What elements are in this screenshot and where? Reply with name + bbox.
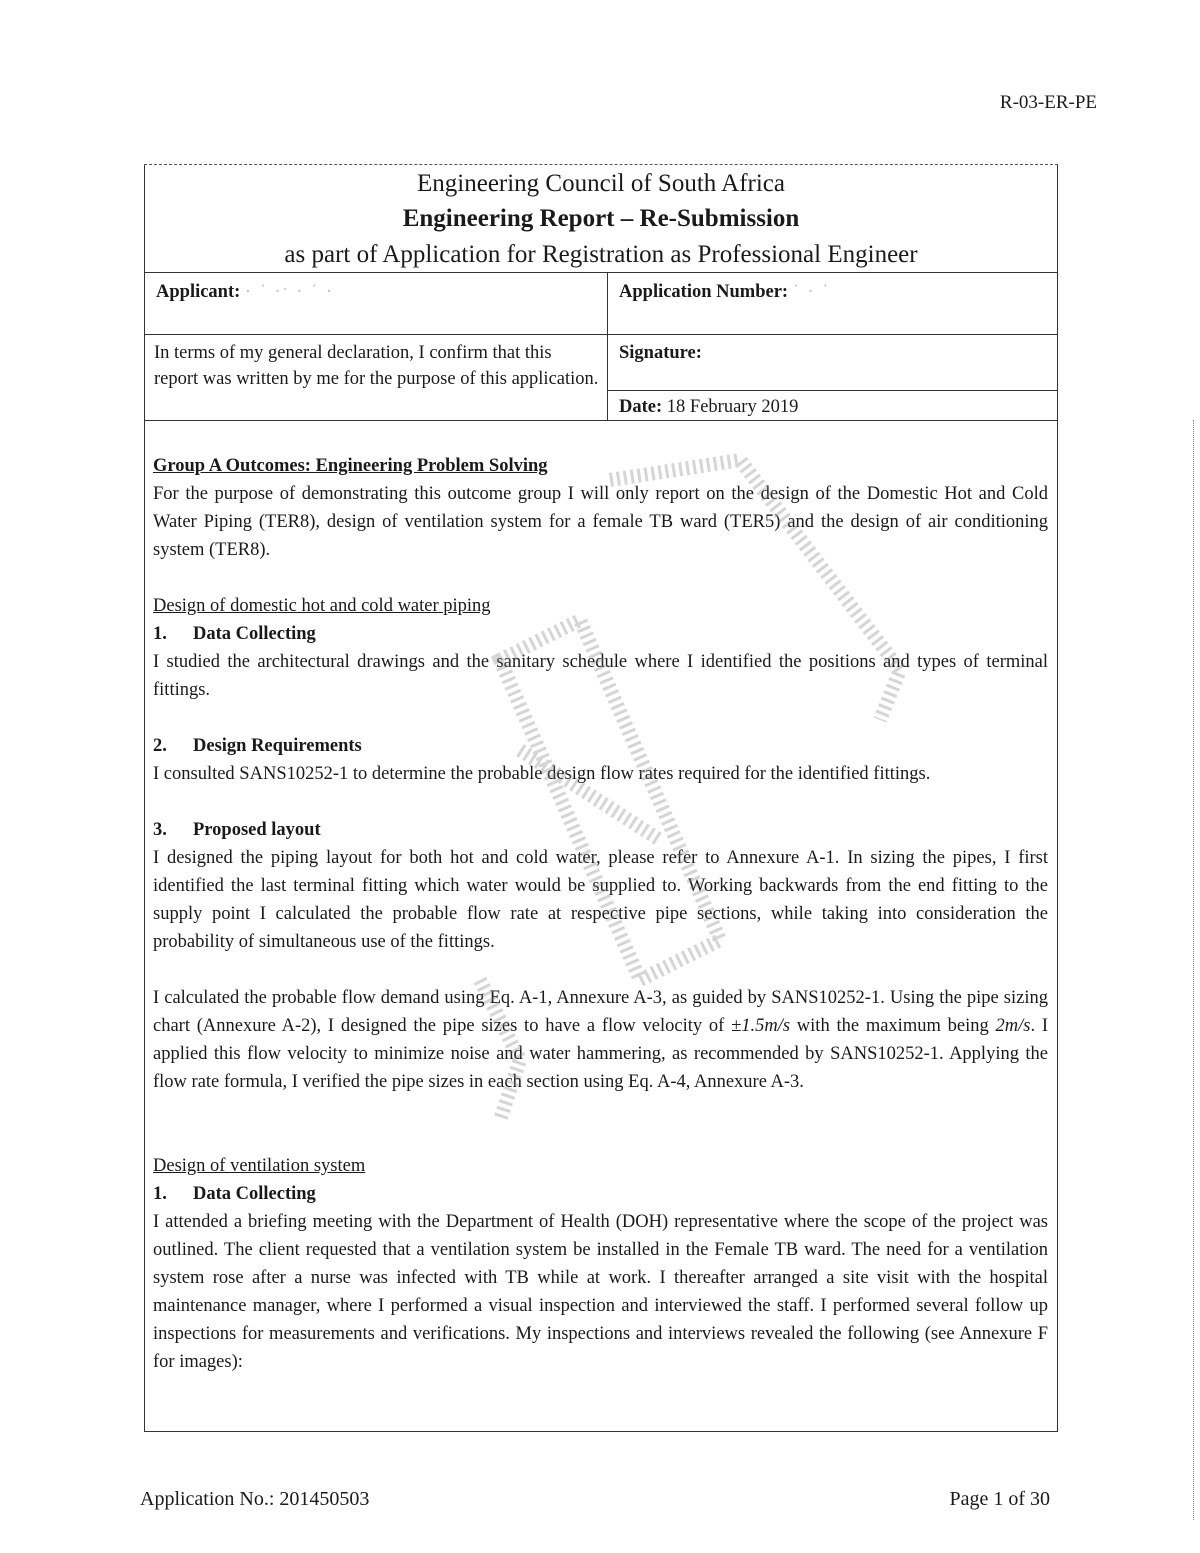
item-heading: Data Collecting	[193, 624, 316, 644]
report-title: Engineering Report – Re-Submission	[402, 205, 800, 232]
piping-item-heading	[153, 620, 1048, 648]
vent-item-text: I attended a briefing meeting with the Department of Health (DOH) representative where the scope of the project was outlined. The client requested that a ventilation system be installed in the Female TB ward. The need for a ventilation system rose after a nurse was infected with TB while at work. I thereafter arranged a site visit with the hospital maintenance manager, where I performed a visual inspection and interviewed the staff. I performed several follow up inspections for measurements and verifications. My inspections and interviews revealed the following (see Annexure F for images):	[153, 1212, 1048, 1372]
spacer	[153, 1096, 1048, 1152]
group-a-title: Group A Outcomes: Engineering Problem Solving	[153, 456, 548, 476]
applicant-redacted: · ˙ ·ˑ · ˙ ·	[244, 282, 335, 302]
scan-edge-marks	[1193, 420, 1200, 1520]
max-velocity-value: 2m/s	[995, 1016, 1031, 1036]
group-a-intro: For the purpose of demonstrating this outcome group I will only report on the design of the Domestic Hot and Cold Water Piping (TER8), design of ventilation system for a female TB ward (TER5) and the design of air conditioning system (TER8).	[153, 484, 1048, 560]
signature-label: Signature:	[619, 343, 702, 363]
item-number: 2.	[153, 736, 167, 756]
applicant-cell	[156, 279, 334, 305]
item-heading: Data Collecting	[193, 1184, 316, 1204]
report-frame-top-border	[144, 164, 1058, 165]
item-heading: Design Requirements	[193, 736, 362, 756]
application-number-footer: Application No.: 201450503	[140, 1488, 370, 1510]
council-title: Engineering Council of South Africa	[417, 170, 785, 197]
item-number: 3.	[153, 820, 167, 840]
piping-item-heading	[153, 816, 1048, 844]
vent-item-heading	[153, 1180, 1048, 1208]
velocity-value: ±1.5m/s	[731, 1016, 791, 1036]
item-number: 1.	[153, 624, 167, 644]
application-number-redacted: ˙ · ˙	[792, 282, 831, 302]
table-line	[144, 272, 1058, 273]
item-heading: Proposed layout	[193, 820, 321, 840]
report-subtitle: as part of Application for Registration as Professional Engineer	[284, 241, 918, 268]
table-line	[144, 334, 1058, 335]
spacer	[153, 704, 1048, 732]
para-part: I calculated the probable flow demand using Eq. A-1, Annexure A-3, as guided by SANS10252-1. Using the pipe sizing chart (Annexure A-2), I designed the pipe sizes to have a flow velocity of	[153, 988, 1048, 1036]
piping-item-text: I designed the piping layout for both hot and cold water, please refer to Annexure A-1. In sizing the pipes, I first identified the last terminal fitting which water would be supplied to. Working backwards from the end fitting to the supply point I calculated the probable flow rate at respective pipe sections, while taking into consideration the probability of simultaneous use of the fittings.	[153, 848, 1048, 952]
spacer	[153, 956, 1048, 984]
date-value: 18 February 2019	[666, 397, 799, 417]
application-number-cell	[619, 279, 830, 305]
spacer	[153, 788, 1048, 816]
application-number-label: Application Number:	[619, 282, 789, 302]
item-number: 1.	[153, 1184, 167, 1204]
table-divider	[607, 272, 608, 420]
report-body	[153, 452, 1048, 1376]
page-number: Page 1 of 30	[949, 1488, 1050, 1510]
declaration-text: In terms of my general declaration, I confirm that this report was written by me for the purpose of this application.	[154, 343, 599, 389]
date-label: Date:	[619, 397, 663, 417]
spacer	[153, 564, 1048, 592]
piping-item-text: I studied the architectural drawings and the sanitary schedule where I identified the positions and types of terminal fittings.	[153, 652, 1048, 700]
applicant-label: Applicant:	[156, 282, 241, 302]
piping-section-title: Design of domestic hot and cold water piping	[153, 596, 491, 616]
piping-item-heading	[153, 732, 1048, 760]
table-line	[144, 420, 1058, 421]
date-cell	[619, 394, 798, 420]
para-part: . I applied this flow velocity to minimize noise and water hammering, as recommended by SANS10252-1. Applying the flow rate formula, I verified the pipe sizes in each section using Eq. A-4, Annexure A-3.	[153, 1016, 1048, 1092]
piping-item-text: I consulted SANS10252-1 to determine the probable design flow rates required for the identified fittings.	[153, 764, 931, 784]
piping-calculation-paragraph	[153, 984, 1048, 1096]
table-line	[607, 390, 1058, 391]
ventilation-section-title: Design of ventilation system	[153, 1156, 366, 1176]
para-part: with the maximum being	[790, 1016, 996, 1036]
document-code: R-03-ER-PE	[999, 92, 1097, 113]
